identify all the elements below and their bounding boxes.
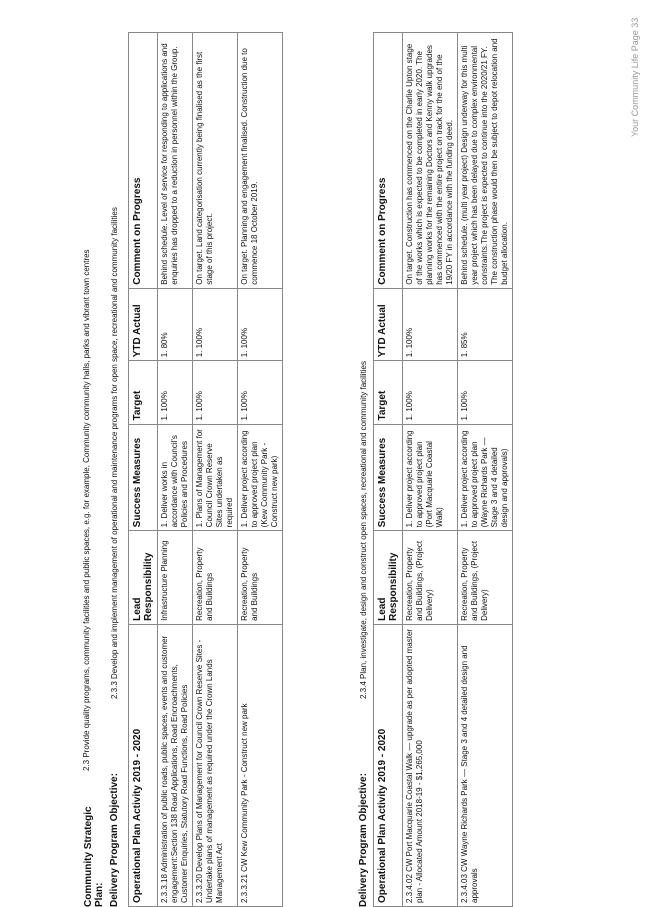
cell-ytd: 1. 85% <box>458 288 513 361</box>
table-header-row <box>374 33 403 907</box>
cell-ytd: 1. 100% <box>238 288 283 361</box>
objective-text: 2.3.3 Develop and implement management of operational and maintenance programs for open space, recreational and community facilities <box>110 207 119 699</box>
cell-lead: Infrastructure Planning <box>158 531 193 625</box>
cell-activity: 2.3.4.02 CW Port Macquarie Coastal Walk — upgrade as per adopted master plan - Allocated Amount 2018-19 - $1,265,000 <box>403 624 458 906</box>
col-header-success: Success Measures <box>129 424 158 531</box>
table-header-row <box>129 33 158 907</box>
col-header-activity: Operational Plan Activity 2019 - 2020 <box>129 624 158 906</box>
table-row <box>193 33 238 907</box>
activity-table-2 <box>373 32 513 907</box>
cell-lead: Recreation, Property and Buildings, (Project Delivery) <box>458 531 513 625</box>
cell-ytd: 1. 100% <box>403 288 458 361</box>
col-header-ytd: YTD Actual <box>129 288 158 361</box>
cell-ytd: 1. 100% <box>193 288 238 361</box>
objective-label: Delivery Program Objective: <box>109 773 120 907</box>
col-header-success: Success Measures <box>374 424 403 531</box>
table-row <box>458 33 513 907</box>
col-header-target: Target <box>129 361 158 424</box>
col-header-ytd: YTD Actual <box>374 288 403 361</box>
cell-comment: On target. Construction has commenced on the Charlie Upton stage of the works which is expected to be completed in early 2020. The planning works for the remaining Doctors and Kenny walk upgrades has commenced with the entire project on track for the end of the 19/20 FY in accordance with the funding deed. <box>403 33 458 289</box>
cell-comment: On target. Land categorisation currently being finalised as the first stage of this project. <box>193 33 238 289</box>
cell-comment: Behind schedule. Level of service for responding to applications and enquiries has dropped to a reduction in personnel within the Group. <box>158 33 193 289</box>
cell-target: 1. 100% <box>403 361 458 424</box>
cell-target: 1. 100% <box>158 361 193 424</box>
page-footer: Your Community Life Page 33 <box>630 17 640 137</box>
cell-target: 1. 100% <box>458 361 513 424</box>
cell-target: 1. 100% <box>238 361 283 424</box>
cell-activity: 2.3.4.03 CW Wayne Richards Park — Stage 3 and 4 detailed design and approvals <box>458 624 513 906</box>
activity-table-1 <box>128 32 283 907</box>
col-header-lead: Lead Responsibility <box>129 531 158 625</box>
cell-target: 1. 100% <box>193 361 238 424</box>
col-header-comment: Comment on Progress <box>129 33 158 289</box>
cell-comment: Behind schedule. (multi year project) Design underway for this multi year project which has been delayed due to complex environmental constraints.The project is expected to continue into the 2020/21 FY. The construction phase would then be subject to depot relocation and budget allocation. <box>458 33 513 289</box>
cell-activity: 2.3.3.20 Develop Plans of Management for Council Crown Reserve Sites - Undertake plans of management as required under the Crown Lands Management Act <box>193 624 238 906</box>
cell-success: 1. Deliver project according to approved project plan (Wayne Richards Park — Stage 3 and 4 detailed design and approvals) <box>458 424 513 531</box>
cell-ytd: 1. 80% <box>158 288 193 361</box>
col-header-activity: Operational Plan Activity 2019 - 2020 <box>374 624 403 906</box>
col-header-target: Target <box>374 361 403 424</box>
strategic-plan-text: 2.3 Provide quality programs, community facilities and public spaces, e.g. for example, Community community halls, parks and vibrant town centres <box>82 249 91 771</box>
table-row <box>403 33 458 907</box>
cell-success: 1. Deliver project according to approved project plan (Kew Community Park - Construct new park) <box>238 424 283 531</box>
table-row <box>238 33 283 907</box>
cell-comment: On target. Planning and engagement finalised. Construction due to commence 18 October 2019. <box>238 33 283 289</box>
cell-lead: Recreation, Property and Buildings <box>238 531 283 625</box>
col-header-comment: Comment on Progress <box>374 33 403 289</box>
col-header-lead: Lead Responsibility <box>374 531 403 625</box>
cell-lead: Recreation, Property and Buildings, (Project Delivery) <box>403 531 458 625</box>
cell-activity: 2.3.3.18 Administration of public roads, public spaces, events and customer engagement:Section 138 Road Applications, Road Encroachments, Customer Enquiries, Statutory Road Functions, Road Policies <box>158 624 193 906</box>
cell-success: 1. Plans of Management for Council Crown Reserve Sites undertaken as required <box>193 424 238 531</box>
cell-success: 1. Deliver works in accordance with Council's Policies and Procedures <box>158 424 193 531</box>
strategic-plan-label: Community Strategic Plan: <box>83 806 105 907</box>
cell-success: 1. Deliver project according to approved project plan (Port Macquarie Coastal Walk) <box>403 424 458 531</box>
objective-text: 2.3.4 Plan, investigate, design and construct open spaces, recreational and community facilities <box>359 361 368 699</box>
objective-label: Delivery Program Objective: <box>358 773 369 907</box>
table-row <box>158 33 193 907</box>
cell-lead: Recreation, Property and Buildings <box>193 531 238 625</box>
cell-activity: 2.3.3.21 CW Kew Community Park - Construct new park <box>238 624 283 906</box>
